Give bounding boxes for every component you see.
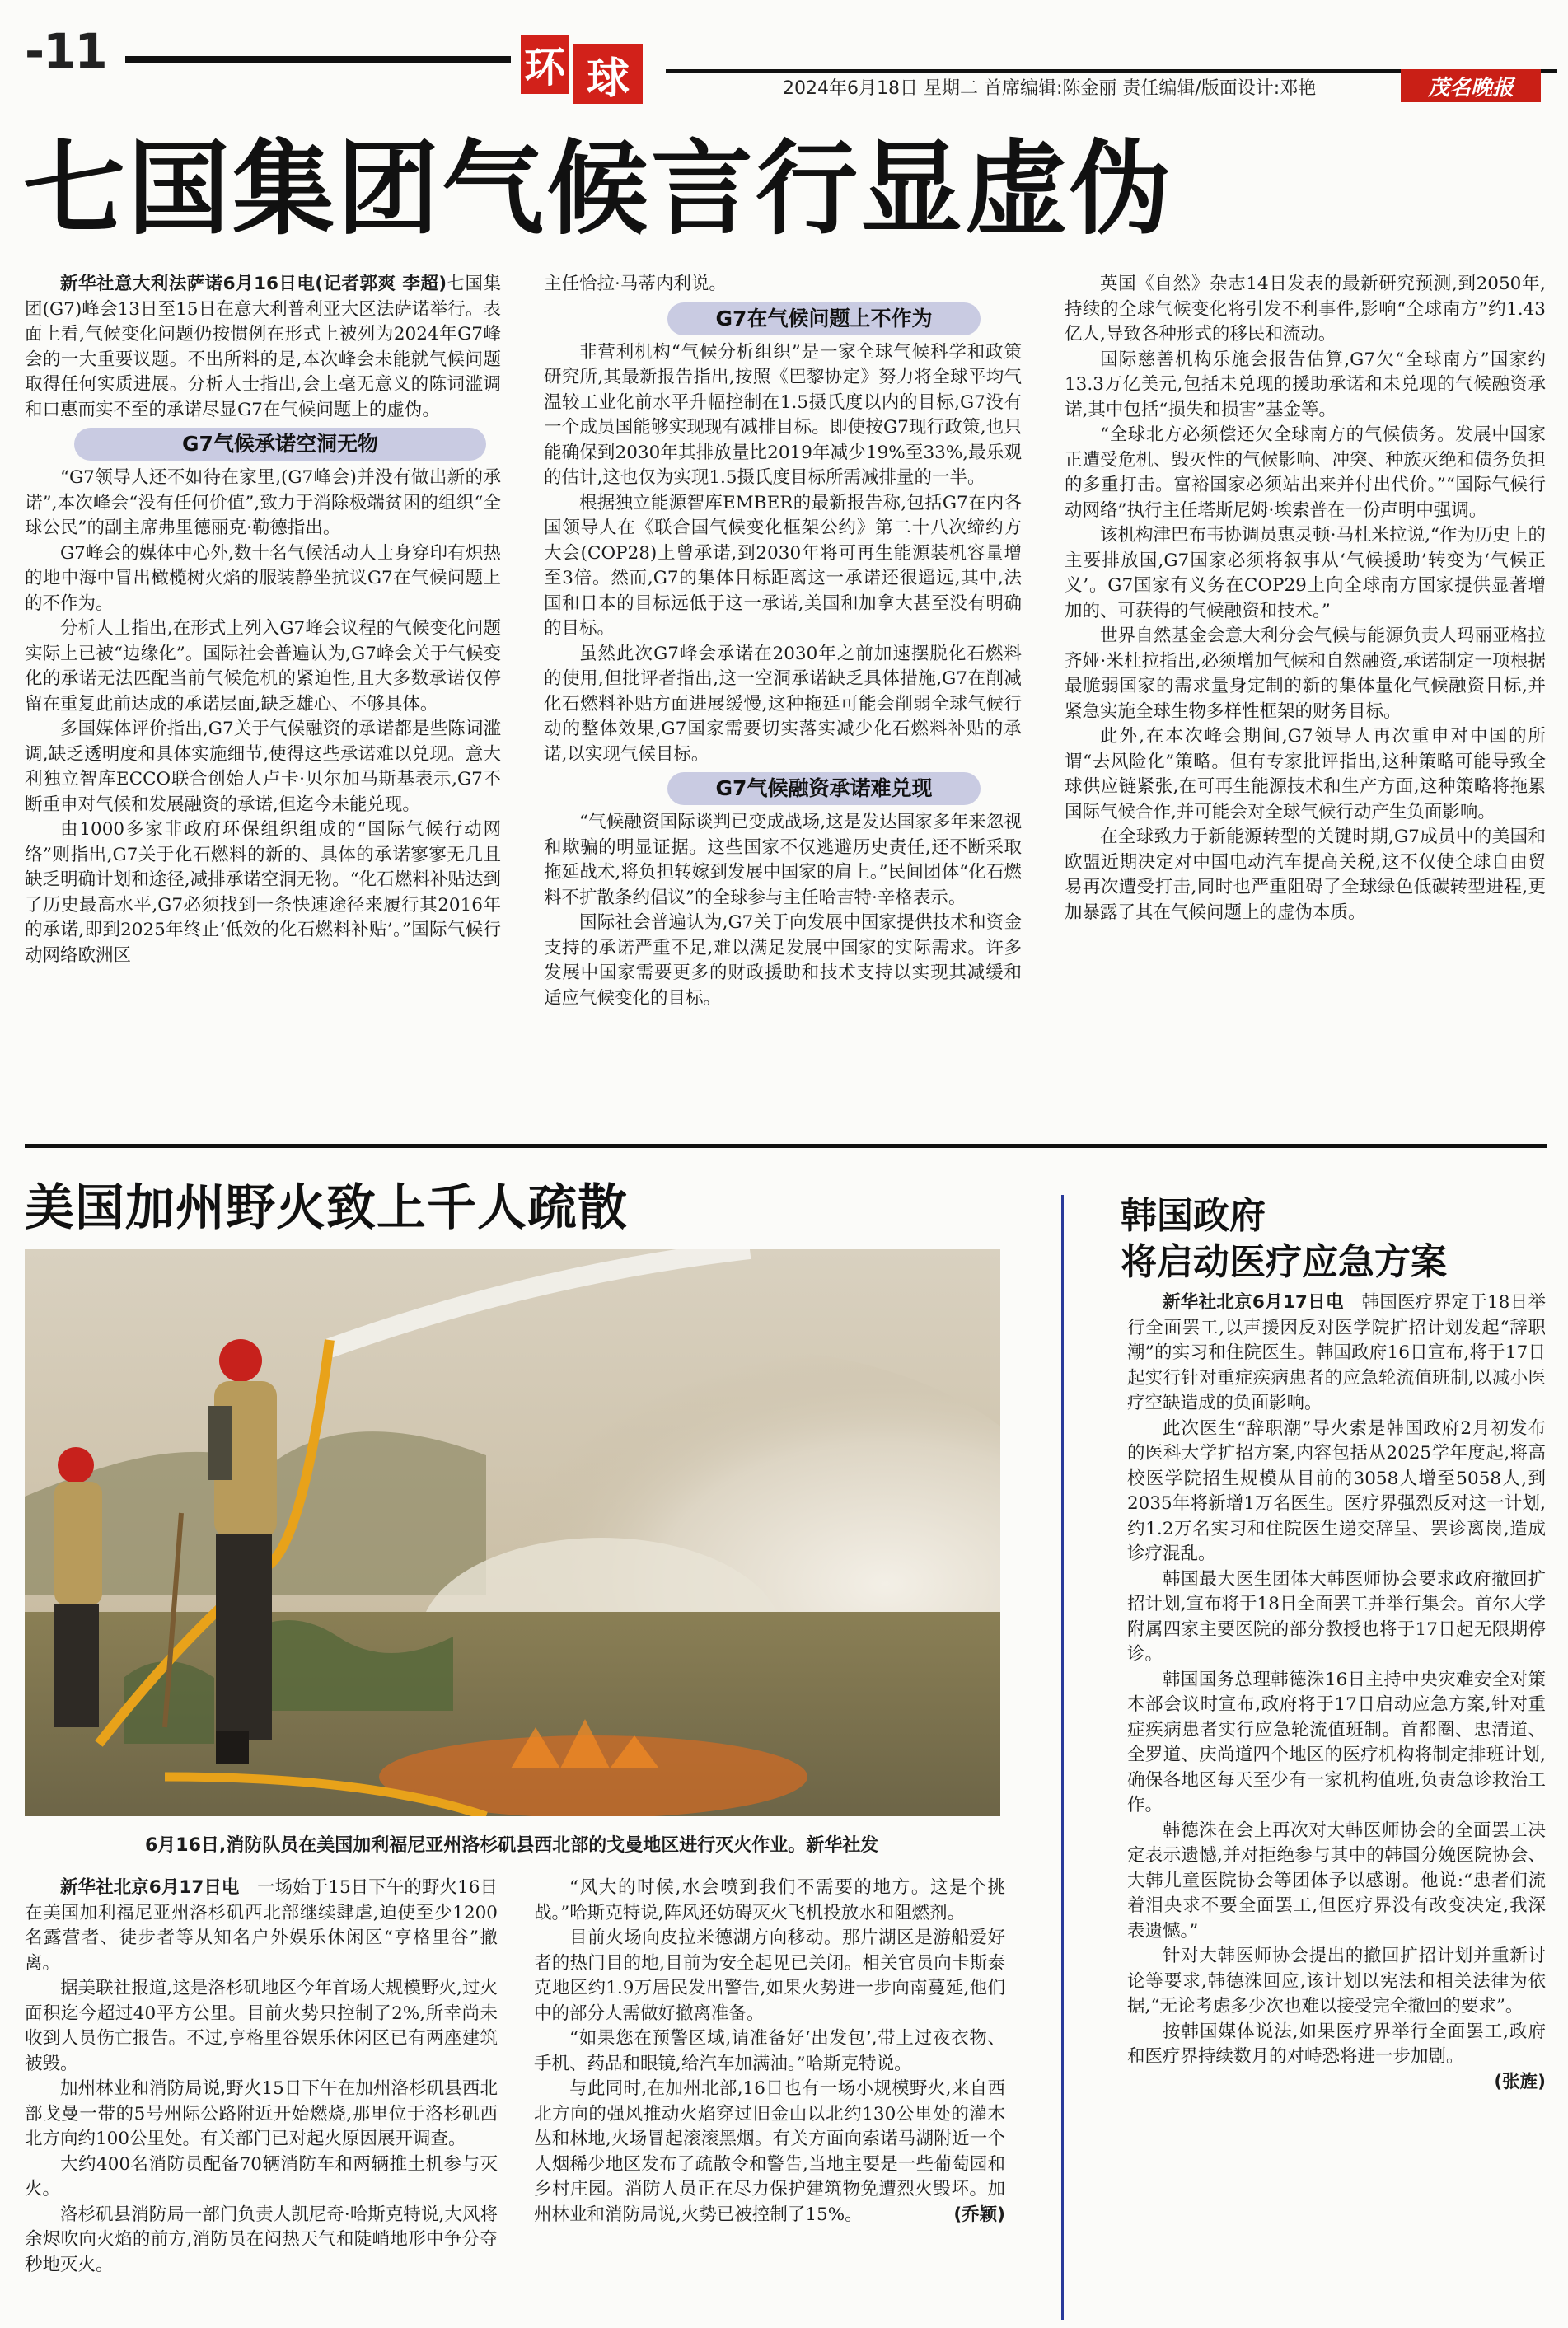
paragraph: 该机构津巴布韦协调员惠灵顿·马杜米拉说,“作为历史上的主要排放国,G7国家必须将叙事从‘气候援助’转变为‘气候正义’。G7国家有义务在COP29上向全球南方国家提供显著增加的、可获得的气候融资和技术。” <box>1065 525 1546 621</box>
paragraph: 针对大韩医师协会提出的撤回扩招计划并重新讨论等要求,韩德洙回应,该计划以宪法和相关法律为依据,“无论考虑多少次也难以接受完全撤回的要求”。 <box>1127 1946 1546 2017</box>
paragraph: 根据独立能源智库EMBER的最新报告称,包括G7在内各国领导人在《联合国气候变化框架公约》第二十八次缔约方大会(COP28)上曾承诺,到2030年将可再生能源装机容量增至3倍。然而,G7的集体目标距离这一承诺还很遥远,其中,法国和日本的目标远低于这一承诺,美国和加拿大甚至没有明确的目标。 <box>544 492 1022 639</box>
paragraph: 韩国最大医生团体大韩医师协会要求政府撤回扩招计划,宣布将于18日全面罢工并举行集会。首尔大学附属四家主要医院的部分教授也将于17日起无限期停诊。 <box>1127 1568 1546 1665</box>
article3-dateline: 新华社北京6月17日电 <box>1163 1292 1344 1313</box>
page-number: -11 <box>25 23 106 79</box>
paragraph: 一场始于15日下午的野火16日在美国加利福尼亚州洛杉矶西北部继续肆虐,迫使至少1200名露营者、徒步者等从知名户外娱乐休闲区“亨格里谷”撤离。 <box>25 1877 498 1974</box>
paragraph: 韩国国务总理韩德洙16日主持中央灾难安全对策本部会议时宣布,政府将于17日启动应急方案,针对重症疾病患者实行应急轮流值班制。首都圈、忠清道、全罗道、庆尚道四个地区的医疗机构将制定排班计划,确保各地区每天至少有一家机构值班,负责急诊救治工作。 <box>1127 1669 1546 1815</box>
paragraph: “G7领导人还不如待在家里,(G7峰会)并没有做出新的承诺”,本次峰会“没有任何价值”,致力于消除极端贫困的组织“全球公民”的副主席弗里德丽克·勒德指出。 <box>25 467 501 538</box>
paragraph: “风大的时候,水会喷到我们不需要的地方。这是个挑战。”哈斯克特说,阵风还妨碍灭火飞机投放水和阻燃剂。 <box>534 1877 1005 1923</box>
article1-column-2 <box>544 272 1022 1011</box>
paragraph: 目前火场向皮拉米德湖方向移动。那片湖区是游船爱好者的热门目的地,目前为安全起见已关闭。相关官员向卡斯泰克地区约1.9万居民发出警告,如果火势进一步向南蔓延,他们中的部分人需做好撤离准备。 <box>534 1928 1005 2024</box>
paragraph: 洛杉矶县消防局一部门负责人凯尼奇·哈斯克特说,大风将余烬吹向火焰的前方,消防员在闷热天气和陡峭地形中争分夺秒地灭火。 <box>25 2204 498 2275</box>
section-divider <box>25 1144 1547 1148</box>
paragraph: 在全球致力于新能源转型的关键时期,G7成员中的美国和欧盟近期决定对中国电动汽车提高关税,这不仅使全球自由贸易再次遭受打击,同时也严重阻碍了全球绿色低碳转型进程,更加暴露了其在气候问题上的虚伪本质。 <box>1065 827 1546 923</box>
paragraph: 非营利机构“气候分析组织”是一家全球气候科学和政策研究所,其最新报告指出,按照《巴黎协定》努力将全球平均气温较工业化前水平升幅控制在1.5摄氏度以内的目标,G7没有一个成员国能够实现现有减排目标。即使按G7现行政策,也只能确保到2030年其排放量比2019年减少19%至33%,最乐观的估计,这也仅为实现1.5摄氏度目标所需减排量的一半。 <box>544 341 1022 488</box>
paragraph: 七国集团(G7)峰会13日至15日在意大利普利亚大区法萨诺举行。表面上看,气候变化问题仍按惯例在形式上被列为2024年G7峰会的一大重要议题。不出所料的是,本次峰会未能就气候问题取得任何实质进展。分析人士指出,会上毫无意义的陈词滥调和口惠而实不至的承诺尽显G7在气候问题上的虚伪。 <box>25 274 501 420</box>
paragraph: 此次医生“辞职潮”导火索是韩国政府2月初发布的医科大学扩招方案,内容包括从2025学年度起,将高校医学院招生规模从目前的3058人增至5058人,到2035年将新增1万名医生。医疗界强烈反对这一计划,约1.2万名实习和住院医生递交辞呈、罢诊离岗,造成诊疗混乱。 <box>1127 1417 1546 1564</box>
paragraph: “全球北方必须偿还欠全球南方的气候债务。发展中国家正遭受危机、毁灭性的气候影响、冲突、种族灭绝和债务负担的多重打击。富裕国家必须站出来并付出代价。”“国际气候行动网络”执行主任塔斯尼姆·埃索普在一份声明中强调。 <box>1065 424 1546 521</box>
paragraph: 由1000多家非政府环保组织组成的“国际气候行动网络”则指出,G7关于化石燃料的新的、具体的承诺寥寥无几且缺乏明确计划和途径,减排承诺空洞无物。“化石燃料补贴达到了历史最高水平,G7必须找到一条快速途径来履行其2016年的承诺,即到2025年终止‘低效的化石燃料补贴’。”国际气候行动网络欧洲区 <box>25 819 501 966</box>
paragraph: 大约400名消防员配备70辆消防车和两辆推土机参与灭火。 <box>25 2153 498 2199</box>
paragraph: “如果您在预警区域,请准备好‘出发包’,带上过夜衣物、手机、药品和眼镜,给汽车加满油。”哈斯克特说。 <box>534 2028 1005 2074</box>
paragraph: 多国媒体评价指出,G7关于气候融资的承诺都是些陈词滥调,缺乏透明度和具体实施细节,使得这些承诺难以兑现。意大利独立智库ECCO联合创始人卢卡·贝尔加马斯基表示,G7不断重申对气候和发展融资的承诺,但迄今未能兑现。 <box>25 719 501 815</box>
paragraph: 主任恰拉·马蒂内利说。 <box>544 274 727 294</box>
article2-column-1 <box>25 1876 498 2278</box>
signoff: (乔颖) <box>953 2204 1005 2225</box>
article1-column-3 <box>1065 272 1546 925</box>
masthead-info: 2024年6月18日 星期二 首席编辑:陈金丽 责任编辑/版面设计:邓艳 <box>783 78 1317 99</box>
paragraph: 分析人士指出,在形式上列入G7峰会议程的气候变化问题实际上已被“边缘化”。国际社会普遍认为,G7峰会关于气候变化的承诺无法匹配当前气候危机的紧迫性,且大多数承诺仅停留在重复此前达成的承诺层面,缺乏雄心、不够具体。 <box>25 618 501 714</box>
article3-headline <box>1121 1193 1447 1286</box>
paragraph: 世界自然基金会意大利分会气候与能源负责人玛丽亚格拉齐娅·米杜拉指出,必须增加气候和自然融资,承诺制定一项根据最脆弱国家的需求量身定制的新的集体量化气候融资目标,并紧急实施全球生物多样性框架的财务目标。 <box>1065 625 1546 722</box>
newspaper-logo: 茂名晚报 <box>1401 69 1541 102</box>
article2-column-2 <box>534 1876 1005 2227</box>
subheading-pill: G7在气候问题上不作为 <box>667 302 981 335</box>
article3-headline-line1: 韩国政府 <box>1121 1195 1266 1237</box>
photo-caption: 6月16日,消防队员在美国加利福尼亚州洛杉矶县西北部的戈曼地区进行灭火作业。新华社发 <box>145 1835 879 1856</box>
subheading-pill: G7气候承诺空洞无物 <box>74 428 486 461</box>
article1-column-1 <box>25 272 501 968</box>
column-divider <box>1061 1195 1064 2320</box>
paragraph: 此外,在本次峰会期间,G7领导人再次重申对中国的所谓“去风险化”策略。但有专家批评指出,这种策略可能导致全球供应链紧张,在可再生能源技术和生产方面,这种策略将拖累国际气候合作,并可能会对全球气候行动产生负面影响。 <box>1065 726 1546 822</box>
paragraph: 英国《自然》杂志14日发表的最新研究预测,到2050年,持续的全球气候变化将引发不利事件,影响“全球南方”约1.43亿人,导致各种形式的移民和流动。 <box>1065 274 1546 344</box>
paragraph: 虽然此次G7峰会承诺在2030年之前加速摆脱化石燃料的使用,但批评者指出,这一空洞承诺缺乏具体措施,G7在削减化石燃料补贴方面进展缓慢,这种拖延可能会削弱全球气候行动的整体效果,G7国家需要切实落实减少化石燃料补贴的承诺,以实现气候目标。 <box>544 643 1022 765</box>
paragraph: “气候融资国际谈判已变成战场,这是发达国家多年来忽视和欺骗的明显证据。这些国家不仅逃避历史责任,还不断采取拖延战术,将负担转嫁到发展中国家的肩上。”民间团体“化石燃料不扩散条约倡议”的全球参与主任哈吉特·辛格表示。 <box>544 812 1022 908</box>
header-rule <box>125 56 511 63</box>
paragraph: G7峰会的媒体中心外,数十名气候活动人士身穿印有炽热的地中海中冒出橄榄树火焰的服装静坐抗议G7在气候问题上的不作为。 <box>25 542 501 614</box>
article3-column <box>1127 1290 1546 2095</box>
paragraph: 按韩国媒体说法,如果医疗界举行全面罢工,政府和医疗界持续数月的对峙恐将进一步加剧。 <box>1127 2021 1546 2067</box>
paragraph: 加州林业和消防局说,野火15日下午在加州洛杉矶县西北部戈曼一带的5号州际公路附近开始燃烧,那里位于洛杉矶西北方向约100公里处。有关部门已对起火原因展开调查。 <box>25 2078 498 2149</box>
section-label-char2: 球 <box>573 44 643 104</box>
section-label-char1: 环 <box>521 35 569 94</box>
article2-headline: 美国加州野火致上千人疏散 <box>25 1179 628 1237</box>
subheading-pill: G7气候融资承诺难兑现 <box>667 772 981 805</box>
paragraph: 国际社会普遍认为,G7关于向发展中国家提供技术和资金支持的承诺严重不足,难以满足发展中国家的实际需求。许多发展中国家需要更多的财政援助和技术支持以实现其减缓和适应气候变化的目标。 <box>544 912 1022 1009</box>
wildfire-photo <box>25 1249 1000 1816</box>
signoff: (张旌) <box>1494 2071 1546 2092</box>
paragraph: 韩国医疗界定于18日举行全面罢工,以声援因反对医学院扩招计划发起“辞职潮”的实习和住院医生。韩国政府16日宣布,将于17日起实行针对重症疾病患者的应急轮流值班制,以减小医疗空缺造成的负面影响。 <box>1127 1292 1546 1413</box>
paragraph-text: 与此同时,在加州北部,16日也有一场小规模野火,来自西北方向的强风推动火焰穿过旧金山以北约130公里处的灌木丛和林地,火场冒起滚滚黑烟。有关方面向索诺马湖附近一个人烟稀少地区发布了疏散令和警告,当地主要是一些葡萄园和乡村庄园。消防人员正在尽力保护建筑物免遭烈火毁坏。加州林业和消防局说,火势已被控制了15%。 <box>534 2078 1005 2225</box>
article3-headline-line2: 将启动医疗应急方案 <box>1121 1241 1447 1283</box>
paragraph <box>534 2077 1005 2227</box>
article1-dateline: 新华社意大利法萨诺6月16日电(记者郭爽 李超) <box>60 274 447 294</box>
article2-dateline: 新华社北京6月17日电 <box>60 1877 240 1898</box>
article1-headline: 七国集团气候言行显虚伪 <box>23 130 1175 249</box>
paragraph: 韩德洙在会上再次对大韩医师协会的全面罢工决定表示遗憾,并对拒绝参与其中的韩国分娩医院协会、大韩儿童医院协会等团体予以感谢。他说:“患者们流着泪央求不要全面罢工,但医疗界没有改变决定,我深表遗憾。” <box>1127 1820 1546 1942</box>
paragraph: 据美联社报道,这是洛杉矶地区今年首场大规模野火,过火面积迄今超过40平方公里。目前火势只控制了2%,所幸尚未收到人员伤亡报告。不过,亨格里谷娱乐休闲区已有两座建筑被毁。 <box>25 1978 498 2074</box>
paragraph: 国际慈善机构乐施会报告估算,G7欠“全球南方”国家约13.3万亿美元,包括未兑现的援助承诺和未兑现的气候融资承诺,其中包括“损失和损害”基金等。 <box>1065 349 1546 420</box>
